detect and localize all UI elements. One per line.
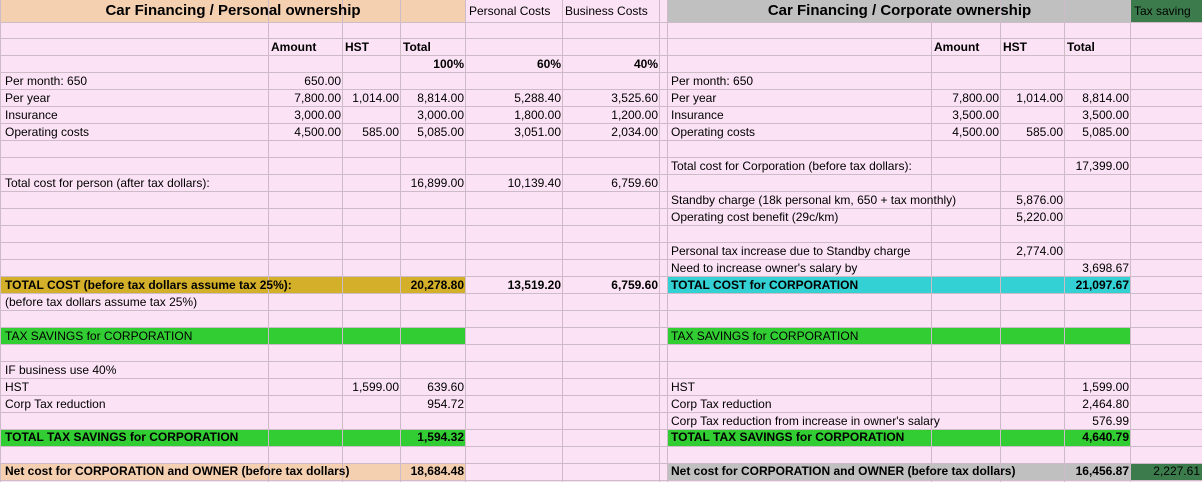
personal-pct-personal: 60% xyxy=(536,57,561,71)
personal-row-business: 2,034.00 xyxy=(611,125,658,139)
personal-pct-total: 100% xyxy=(433,57,464,71)
personal-hst-label: HST xyxy=(5,380,29,394)
total-person-label: Total cost for person (after tax dollars): xyxy=(5,176,210,190)
corp-corp-tax-label: Corp Tax reduction xyxy=(671,397,772,411)
personal-row-total: 3,000.00 xyxy=(417,108,464,122)
grid-row-line xyxy=(0,446,1202,447)
corp-corp-tax-total: 2,464.80 xyxy=(1082,397,1129,411)
personal-tax-savings-label: TAX SAVINGS for CORPORATION xyxy=(5,329,193,343)
personal-tax-increase-amount: 2,774.00 xyxy=(1016,244,1063,258)
corp-row-label: Per year xyxy=(671,91,717,105)
corp-tax-salary-total: 576.99 xyxy=(1092,414,1129,428)
corp-row-label: Operating costs xyxy=(671,125,756,139)
personal-amount-header: Amount xyxy=(271,40,317,54)
personal-pct-business: 40% xyxy=(633,57,658,71)
grid-row-line xyxy=(0,480,1202,481)
personal-hst-amount: 1,599.00 xyxy=(352,380,399,394)
corp-row-hst: 1,014.00 xyxy=(1016,91,1063,105)
corp-hst-total: 1,599.00 xyxy=(1082,380,1129,394)
personal-row-hst: 1,014.00 xyxy=(352,91,399,105)
personal-total-cost-business: 6,759.60 xyxy=(611,278,658,292)
personal-total-cost-total: 20,278.80 xyxy=(410,278,464,292)
personal-corp-tax-total: 954.72 xyxy=(427,397,464,411)
personal-total-tax-savings-label: TOTAL TAX SAVINGS for CORPORATION xyxy=(5,430,239,444)
personal-total-cost-personal: 13,519.20 xyxy=(507,278,561,292)
grid-row-line xyxy=(0,157,1202,158)
total-corp-total: 17,399.00 xyxy=(1075,159,1129,173)
corp-row-label: Per month: 650 xyxy=(671,74,754,88)
business-use-label: IF business use 40% xyxy=(5,363,117,377)
corp-row-amount: 3,500.00 xyxy=(952,108,999,122)
personal-row-label: Insurance xyxy=(5,108,58,122)
corp-row-hst: 585.00 xyxy=(1026,125,1063,139)
corp-amount-header: Amount xyxy=(934,40,980,54)
standby-label: Standby charge (18k personal km, 650 + tax monthly) xyxy=(671,193,957,207)
personal-total-cost-note: (before tax dollars assume tax 25%) xyxy=(5,295,198,309)
corp-total-tax-savings-total: 4,640.79 xyxy=(1082,430,1129,444)
total-person-personal: 10,139.40 xyxy=(507,176,561,190)
corp-hst-label: HST xyxy=(671,380,695,394)
personal-row-personal: 5,288.40 xyxy=(514,91,561,105)
corp-row-label: Insurance xyxy=(671,108,724,122)
total-corp-label: Total cost for Corporation (before tax dollars): xyxy=(671,159,912,173)
personal-total-cost-label: TOTAL COST (before tax dollars assume tax 25%): xyxy=(5,278,292,292)
personal-row-personal: 3,051.00 xyxy=(514,125,561,139)
personal-row-hst: 585.00 xyxy=(362,125,399,139)
corp-total-cost-label: TOTAL COST for CORPORATION xyxy=(671,278,859,292)
corp-hst-header: HST xyxy=(1003,40,1027,54)
corporate-title: Car Financing / Corporate ownership xyxy=(767,2,1032,19)
personal-row-business: 1,200.00 xyxy=(611,108,658,122)
corp-row-total: 5,085.00 xyxy=(1082,125,1129,139)
personal-row-total: 5,085.00 xyxy=(417,125,464,139)
operating-benefit-amount: 5,220.00 xyxy=(1016,210,1063,224)
corp-tax-savings-label: TAX SAVINGS for CORPORATION xyxy=(671,329,859,343)
personal-title: Car Financing / Personal ownership xyxy=(105,2,361,19)
total-person-business: 6,759.60 xyxy=(611,176,658,190)
col-business-costs-header: Business Costs xyxy=(565,4,648,18)
need-increase-total: 3,698.67 xyxy=(1082,261,1129,275)
personal-total-tax-savings-total: 1,594.32 xyxy=(417,430,464,444)
corp-tax-salary-label: Corp Tax reduction from increase in owner's salary xyxy=(671,414,940,428)
personal-row-label: Per month: 650 xyxy=(5,74,88,88)
standby-amount: 5,876.00 xyxy=(1016,193,1063,207)
col-personal-costs-header: Personal Costs xyxy=(469,4,551,18)
personal-total-header: Total xyxy=(403,40,431,54)
personal-row-amount: 3,000.00 xyxy=(294,108,341,122)
personal-row-amount: 4,500.00 xyxy=(294,125,341,139)
personal-net-cost-label: Net cost for CORPORATION and OWNER (before tax dollars) xyxy=(5,464,350,478)
corp-row-total: 8,814.00 xyxy=(1082,91,1129,105)
grid-row-line xyxy=(0,22,1202,23)
corp-net-cost-total: 16,456.87 xyxy=(1075,464,1129,478)
corp-net-cost-label: Net cost for CORPORATION and OWNER (before tax dollars) xyxy=(671,464,1016,478)
personal-tax-increase-label: Personal tax increase due to Standby charge xyxy=(671,244,911,258)
personal-row-label: Operating costs xyxy=(5,125,90,139)
personal-net-cost-total: 18,684.48 xyxy=(410,464,464,478)
tax-saving-header: Tax saving xyxy=(1134,4,1191,18)
personal-row-amount: 650.00 xyxy=(304,74,341,88)
corp-total-cost-total: 21,097.67 xyxy=(1075,278,1129,292)
need-increase-label: Need to increase owner's salary by xyxy=(671,261,858,275)
corp-row-amount: 7,800.00 xyxy=(952,91,999,105)
personal-row-personal: 1,800.00 xyxy=(514,108,561,122)
personal-hst-header: HST xyxy=(345,40,369,54)
personal-row-amount: 7,800.00 xyxy=(294,91,341,105)
total-person-total: 16,899.00 xyxy=(410,176,464,190)
personal-row-business: 3,525.60 xyxy=(611,91,658,105)
corp-row-total: 3,500.00 xyxy=(1082,108,1129,122)
tax-saving-value: 2,227.61 xyxy=(1153,464,1200,478)
personal-corp-tax-label: Corp Tax reduction xyxy=(5,397,106,411)
corp-total-header: Total xyxy=(1067,40,1095,54)
operating-benefit-label: Operating cost benefit (29c/km) xyxy=(671,210,839,224)
personal-row-label: Per year xyxy=(5,91,51,105)
corp-total-tax-savings-label: TOTAL TAX SAVINGS for CORPORATION xyxy=(671,430,905,444)
personal-hst-total: 639.60 xyxy=(427,380,464,394)
corp-row-amount: 4,500.00 xyxy=(952,125,999,139)
personal-row-total: 8,814.00 xyxy=(417,91,464,105)
